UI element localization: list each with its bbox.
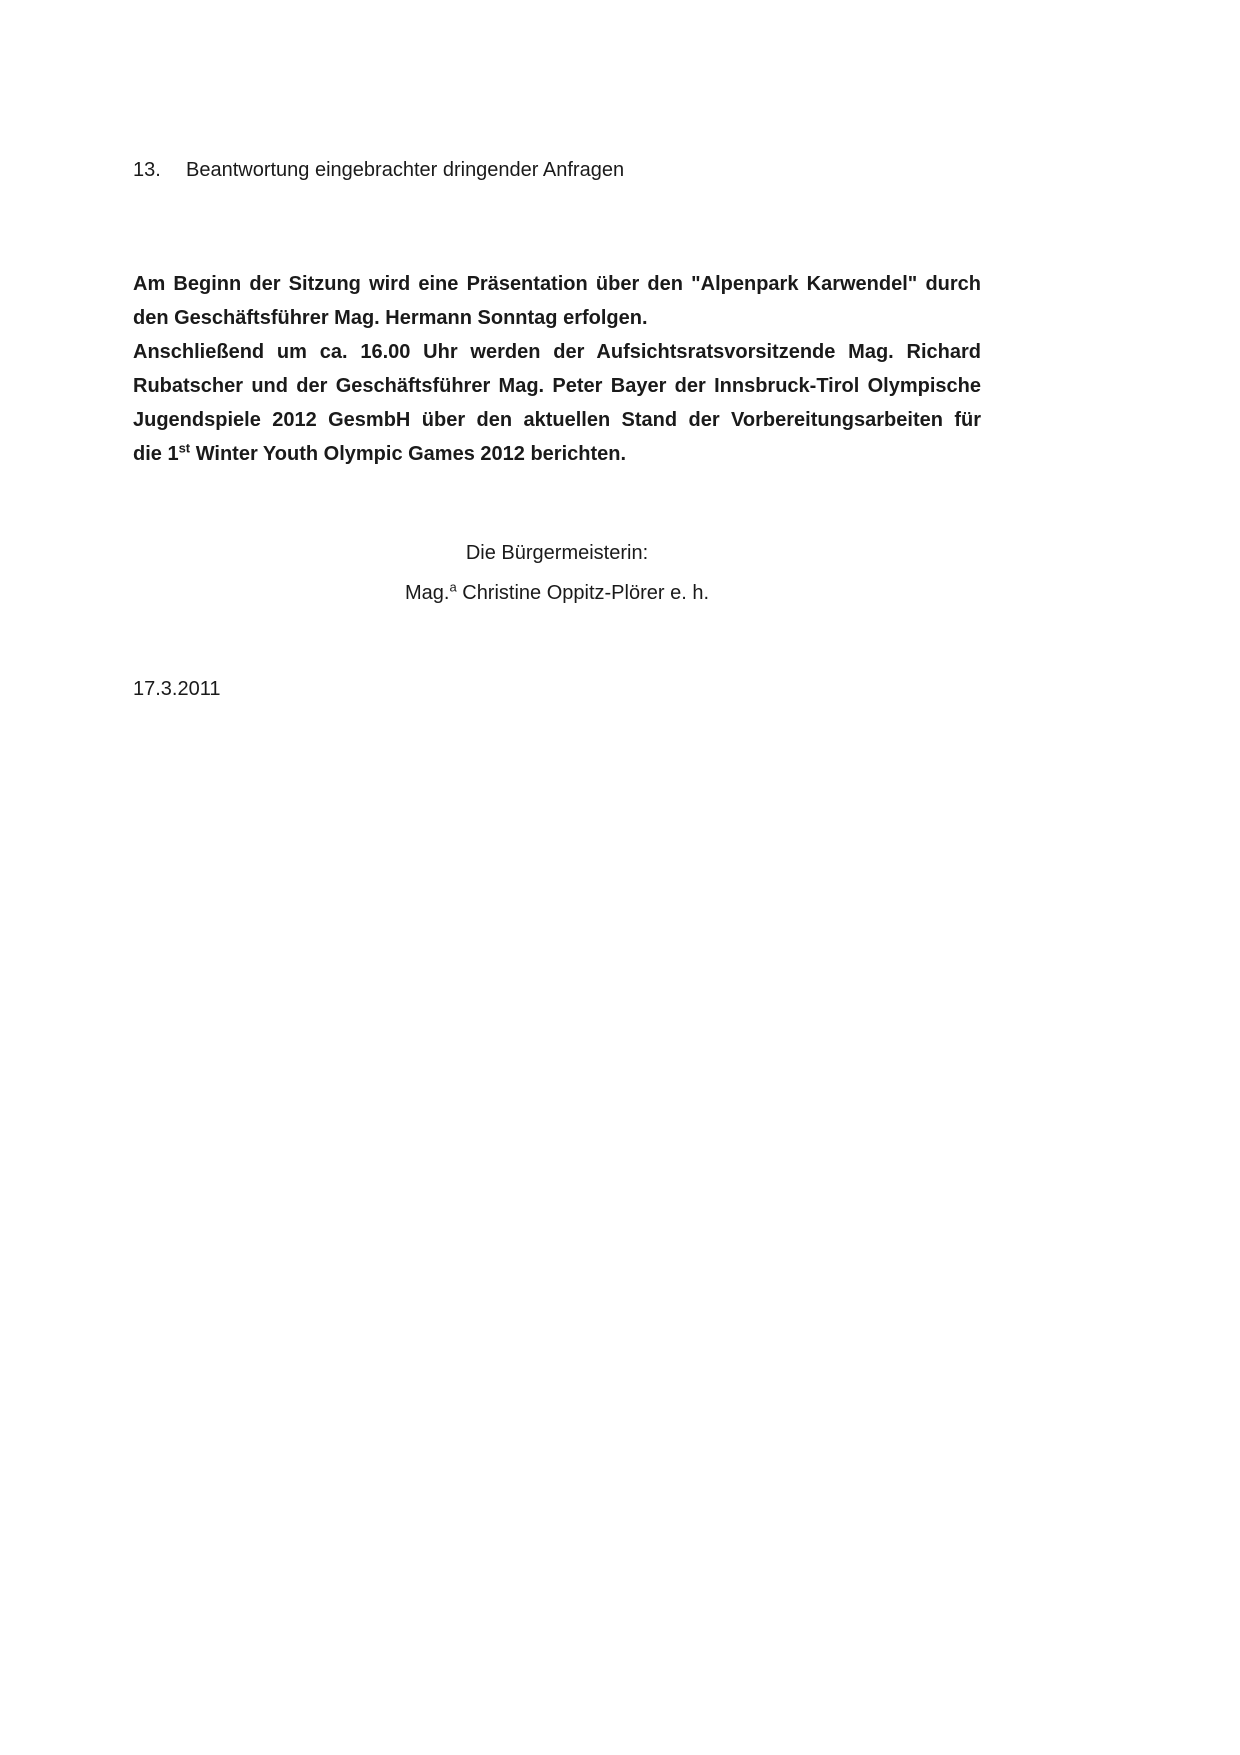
text-line: [133, 437, 981, 471]
text-line: Jugendspiele 2012 GesmbH über den aktuellen Stand der Vorbereitungsarbeiten für: [133, 409, 981, 431]
text-segment: Christine Oppitz-Plörer e. h.: [456, 582, 710, 604]
text-segment: Mag.: [404, 582, 450, 604]
text-line: Rubatscher und der Geschäftsführer Mag. Peter Bayer der Innsbruck-Tirol Olympische: [133, 375, 981, 397]
signature-block: [133, 533, 981, 613]
ordinal-superscript: st: [178, 440, 191, 456]
session-announcement: [133, 267, 981, 471]
document-date: 17.3.2011: [133, 678, 221, 700]
text-segment: Winter Youth Olympic Games 2012 berichten.: [190, 443, 627, 465]
text-line: Am Beginn der Sitzung wird eine Präsentation über den "Alpenpark Karwendel" durch: [133, 273, 981, 295]
text-segment: die 1: [133, 443, 179, 465]
agenda-item-number: 13.: [133, 159, 161, 181]
text-line: Anschließend um ca. 16.00 Uhr werden der Aufsichtsratsvorsitzende Mag. Richard: [133, 341, 981, 363]
signature-role: Die Bürgermeisterin:: [465, 542, 649, 564]
text-line: den Geschäftsführer Mag. Hermann Sonntag erfolgen.: [133, 307, 648, 329]
agenda-item-title: Beantwortung eingebrachter dringender Anfragen: [186, 159, 625, 181]
document-content: [133, 0, 981, 702]
agenda-item-heading: [133, 0, 981, 183]
academic-degree-superscript: a: [449, 579, 457, 595]
signature-name: [133, 573, 981, 613]
